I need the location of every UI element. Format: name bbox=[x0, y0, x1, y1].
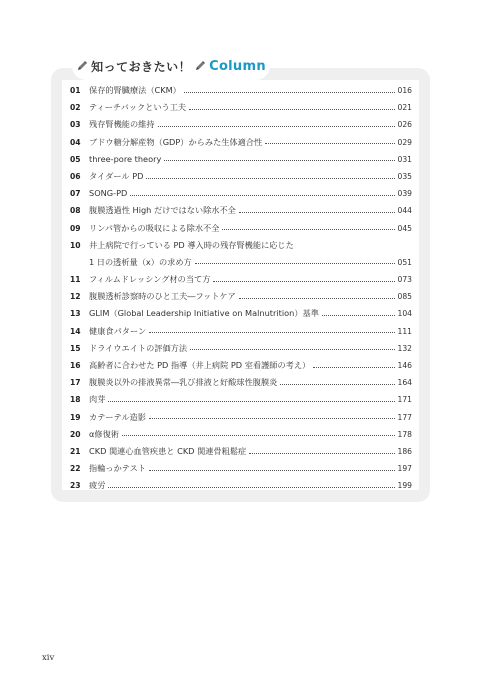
toc-title: 腹膜透過性 High だけではない除水不全 bbox=[89, 205, 236, 216]
toc-number: 21 bbox=[70, 446, 81, 456]
toc-leader bbox=[108, 486, 394, 488]
toc-page: 178 bbox=[397, 429, 412, 439]
toc-number: 03 bbox=[70, 120, 81, 130]
toc-title: 指輪っかテスト bbox=[89, 463, 146, 474]
toc-leader bbox=[249, 452, 394, 454]
toc-number: 12 bbox=[70, 292, 81, 302]
toc-number: 08 bbox=[70, 206, 81, 216]
toc-title: ブドウ糖分解産物（GDP）からみた生体適合性 bbox=[89, 136, 263, 147]
toc-page: 171 bbox=[397, 395, 412, 405]
toc-number: 09 bbox=[70, 223, 81, 233]
toc-title: 保存的腎臓療法（CKM） bbox=[89, 85, 181, 95]
toc-leader bbox=[184, 91, 395, 93]
toc-row[interactable] bbox=[70, 220, 412, 237]
toc-title: 健康食パターン bbox=[89, 325, 147, 336]
toc-leader bbox=[213, 280, 394, 282]
pencil-icon bbox=[76, 60, 88, 72]
toc-row-continuation[interactable] bbox=[70, 254, 412, 271]
toc-title: ドライウエイトの評価方法 bbox=[89, 342, 188, 353]
toc-leader bbox=[239, 211, 395, 213]
toc-row[interactable] bbox=[70, 185, 412, 202]
toc-title: α修復術 bbox=[89, 428, 119, 439]
toc-row[interactable] bbox=[70, 443, 412, 460]
toc-title: GLIM（Global Leadership Initiative on Malnutrition）基準 bbox=[89, 308, 319, 319]
toc-leader bbox=[239, 297, 395, 299]
toc-number: 18 bbox=[70, 395, 81, 405]
toc-leader bbox=[149, 417, 395, 419]
toc-leader bbox=[222, 228, 394, 230]
toc-leader bbox=[149, 331, 394, 333]
toc-number: 19 bbox=[70, 412, 81, 422]
toc-row[interactable] bbox=[70, 99, 412, 116]
toc-leader bbox=[189, 108, 394, 110]
toc-page: 164 bbox=[397, 378, 412, 388]
toc-leader bbox=[158, 125, 395, 127]
toc-leader bbox=[190, 348, 394, 350]
toc-number: 06 bbox=[70, 171, 81, 181]
toc-page: 085 bbox=[397, 292, 412, 302]
toc-leader bbox=[280, 383, 394, 385]
toc-title: フィルムドレッシング材の当て方 bbox=[89, 274, 211, 285]
toc-number: 22 bbox=[70, 464, 81, 474]
toc-row[interactable] bbox=[70, 374, 412, 391]
toc-row[interactable] bbox=[70, 409, 412, 426]
toc-leader bbox=[322, 314, 395, 316]
toc-row[interactable] bbox=[70, 82, 412, 99]
toc-title: リンパ管からの吸収による除水不全 bbox=[89, 222, 220, 233]
toc-title: SONG-PD bbox=[89, 188, 128, 199]
toc-title: 腹膜炎以外の排液異常―乳び排液と好酸球性腹膜炎 bbox=[89, 377, 278, 388]
toc-title: 腹膜透析診察時のひと工夫―フットケア bbox=[89, 291, 236, 302]
toc-title: 肉芽 bbox=[89, 394, 106, 405]
toc-number: 07 bbox=[70, 189, 81, 199]
column-title-english: Column bbox=[209, 58, 266, 74]
toc-row[interactable] bbox=[70, 305, 412, 322]
toc-title: CKD 関連心血管疾患と CKD 関連骨粗鬆症 bbox=[89, 445, 247, 456]
toc-row[interactable] bbox=[70, 116, 412, 133]
toc-title: 井上病院で行っている PD 導入時の残存腎機能に応じた bbox=[89, 239, 294, 250]
toc-number: 10 bbox=[70, 240, 81, 250]
toc-row[interactable] bbox=[70, 237, 412, 254]
toc-leader bbox=[108, 400, 394, 402]
toc-page: 073 bbox=[397, 275, 412, 285]
toc-number: 04 bbox=[70, 137, 81, 147]
toc-leader bbox=[122, 434, 395, 436]
toc-row[interactable] bbox=[70, 477, 412, 494]
toc-row[interactable] bbox=[70, 391, 412, 408]
toc-number: 15 bbox=[70, 343, 81, 353]
toc-page: 029 bbox=[397, 137, 412, 147]
toc-row[interactable] bbox=[70, 340, 412, 357]
toc-number: 20 bbox=[70, 429, 81, 439]
toc-page: 104 bbox=[397, 309, 412, 319]
toc-page: 199 bbox=[397, 481, 412, 491]
toc-leader bbox=[265, 142, 394, 144]
toc-page: 111 bbox=[397, 326, 412, 336]
toc-row[interactable] bbox=[70, 323, 412, 340]
toc-page: 177 bbox=[397, 412, 412, 422]
toc-title: タイダール PD bbox=[89, 170, 144, 181]
column-title bbox=[72, 52, 270, 80]
toc-row[interactable] bbox=[70, 271, 412, 288]
toc-page: 186 bbox=[397, 446, 412, 456]
toc-number: 05 bbox=[70, 154, 81, 164]
toc-page: 146 bbox=[397, 361, 412, 370]
toc-title: 残存腎機能の維持 bbox=[89, 119, 155, 130]
column-title-japanese: 知っておきたい！ bbox=[91, 59, 192, 74]
toc-page: 044 bbox=[397, 206, 412, 216]
page-folio: xiv bbox=[42, 653, 55, 663]
toc-page: 016 bbox=[397, 86, 412, 95]
toc-number: 14 bbox=[70, 326, 81, 336]
toc-page: 031 bbox=[397, 154, 412, 164]
toc-page: 026 bbox=[397, 120, 412, 130]
toc-page: 045 bbox=[397, 223, 412, 233]
toc-title: 疲労 bbox=[89, 480, 106, 491]
toc-leader bbox=[130, 194, 394, 196]
toc-page: 039 bbox=[397, 189, 412, 199]
toc-number: 01 bbox=[70, 86, 81, 95]
toc-number: 16 bbox=[70, 361, 81, 370]
toc-row[interactable] bbox=[70, 202, 412, 219]
pencil-icon bbox=[194, 60, 206, 72]
toc-leader bbox=[164, 159, 394, 161]
toc-page: 021 bbox=[397, 103, 412, 113]
toc-number: 13 bbox=[70, 309, 81, 319]
toc-page: 051 bbox=[397, 257, 412, 267]
toc-page: 132 bbox=[397, 343, 412, 353]
toc-number: 17 bbox=[70, 378, 81, 388]
toc-title: カテーテル造影 bbox=[89, 411, 146, 422]
toc-title: three-pore theory bbox=[89, 153, 162, 164]
toc-leader bbox=[146, 177, 394, 179]
toc-list bbox=[70, 82, 412, 495]
toc-leader bbox=[195, 262, 395, 264]
toc-number: 23 bbox=[70, 481, 81, 491]
toc-row[interactable] bbox=[70, 288, 412, 305]
toc-number: 02 bbox=[70, 103, 81, 113]
toc-row[interactable] bbox=[70, 460, 412, 477]
toc-page: 035 bbox=[397, 171, 412, 181]
toc-title: ティーチバックという工夫 bbox=[89, 102, 187, 113]
toc-row[interactable] bbox=[70, 168, 412, 185]
toc-number: 11 bbox=[70, 275, 81, 285]
toc-leader bbox=[149, 469, 395, 471]
toc-row[interactable] bbox=[70, 357, 412, 374]
toc-title: 1 日の透析量（x）の求め方 bbox=[89, 256, 192, 267]
toc-page: 197 bbox=[397, 464, 412, 474]
toc-title: 高齢者に合わせた PD 指導（井上病院 PD 室看護師の考え） bbox=[89, 360, 311, 370]
toc-row[interactable] bbox=[70, 151, 412, 168]
toc-leader bbox=[313, 366, 394, 368]
toc-row[interactable] bbox=[70, 134, 412, 151]
toc-row[interactable] bbox=[70, 426, 412, 443]
